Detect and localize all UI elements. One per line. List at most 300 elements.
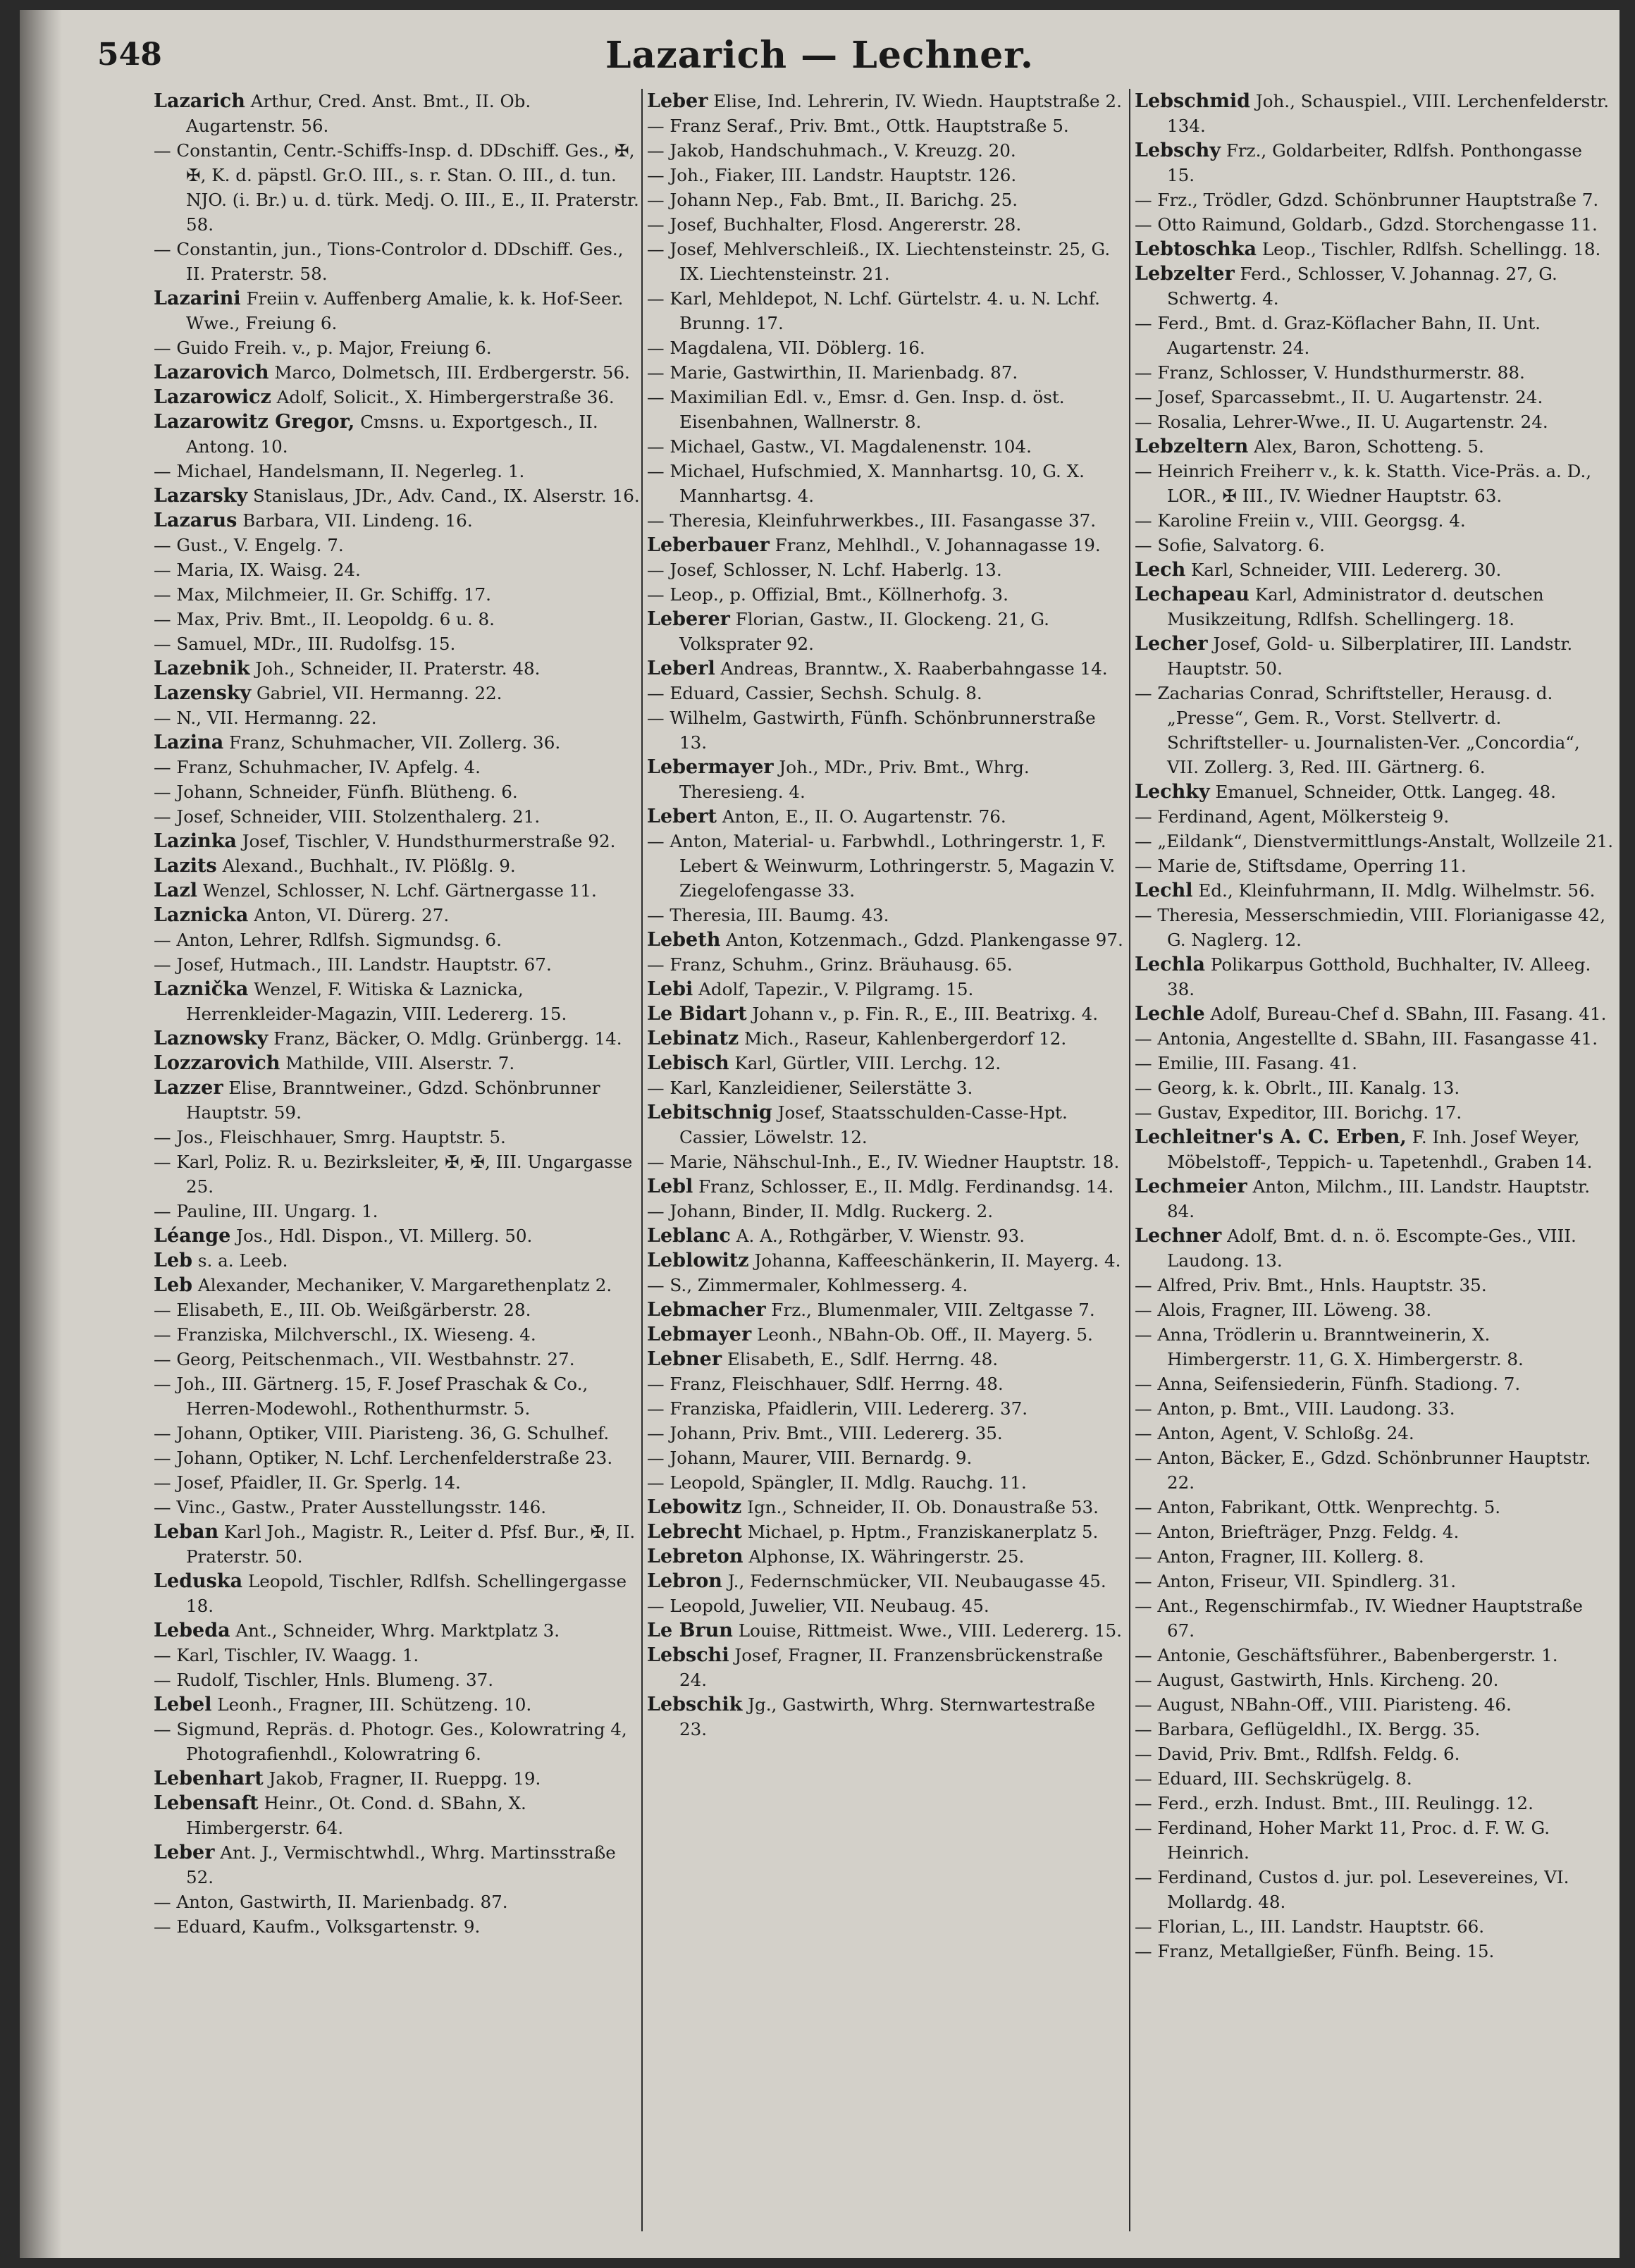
entry-details: — Florian, L., III. Landstr. Hauptstr. 66. [1135,1916,1485,1937]
entry-details: Ed., Kleinfuhrmann, II. Mdlg. Wilhelmstr. 56. [1192,880,1596,901]
directory-entry [154,631,640,656]
entry-surname: Lazarsky [154,485,248,507]
entry-surname: Lebschy [1135,140,1221,161]
entry-details: Anton, Kotzenmach., Gdzd. Plankengasse 97. [720,930,1123,950]
entry-details: — Eduard, Cassier, Sechsh. Schulg. 8. [647,683,982,703]
entry-details: Franz, Schlosser, E., II. Mdlg. Ferdinandsg. 14. [693,1176,1114,1197]
entry-surname: Laznička [154,978,249,1000]
entry-surname: Lazl [154,880,198,901]
directory-entry [154,1298,640,1322]
entry-surname: Lech [1135,559,1186,581]
directory-entry [154,1890,640,1914]
entry-details: — Anton, p. Bmt., VIII. Laudong. 33. [1135,1398,1455,1419]
entry-details: — Sigmund, Repräs. d. Photogr. Ges., Kolowratring 4, Photografienhdl., Kolowratring 6. [154,1719,627,1764]
entry-details: Anton, VI. Dürerg. 27. [248,905,450,925]
directory-entry [647,1372,1126,1396]
entry-surname: Lebron [647,1570,722,1592]
entry-details: Arthur, Cred. Anst. Bmt., II. Ob. Augartenstr. 56. [186,91,531,136]
entry-surname: Lebtoschka [1135,238,1257,260]
entry-details: — Antonia, Angestellte d. SBahn, III. Fasangasse 41. [1135,1028,1598,1049]
entry-details: — Leopold, Juwelier, VII. Neubaug. 45. [647,1596,989,1616]
entry-details: — Georg, Peitschenmach., VII. Westbahnstr. 27. [154,1349,575,1369]
page-number: 548 [97,37,162,73]
directory-entry [647,459,1126,508]
entry-details: — Michael, Gastw., VI. Magdalenenstr. 104. [647,436,1032,457]
directory-entry [154,1076,640,1125]
entry-details: Frz., Blumenmaler, VIII. Zeltgasse 7. [765,1300,1095,1320]
directory-entry [154,360,640,385]
entry-details: — Joh., III. Gärtnerg. 15, F. Josef Praschak & Co., Herren-Modewohl., Rothenthurmstr. 5. [154,1374,588,1419]
entry-details: — Josef, Sparcassebmt., II. U. Augartenstr. 24. [1135,387,1543,407]
directory-entry [647,89,1126,113]
entry-details: — Constantin, jun., Tions-Controlor d. DDschiff. Ges., II. Praterstr. 58. [154,239,624,284]
entry-details: Josef, Staatsschulden-Casse-Hpt. Cassier, Löwelstr. 12. [679,1102,1068,1147]
entry-details: — David, Priv. Bmt., Rdlfsh. Feldg. 6. [1135,1744,1460,1764]
directory-entry [647,1273,1126,1298]
entry-details: Freiin v. Auffenberg Amalie, k. k. Hof-Seer. Wwe., Freiung 6. [186,288,624,333]
directory-entry [1135,138,1614,187]
entry-surname: Leberbauer [647,534,770,556]
entry-surname: Lozzarovich [154,1052,280,1074]
entry-details: — Karl, Mehldepot, N. Lchf. Gürtelstr. 4. u. N. Lchf. Brunng. 17. [647,288,1100,333]
directory-entry [154,853,640,878]
entry-details: — Ferd., erzh. Indust. Bmt., III. Reulingg. 12. [1135,1793,1534,1813]
entry-surname: Lechky [1135,781,1210,803]
directory-entry [647,1199,1126,1224]
entry-surname: Leber [154,1842,215,1863]
directory-entry [1135,1495,1614,1520]
directory-entry [154,681,640,705]
directory-entry [154,1248,640,1273]
entry-details: Jakob, Fragner, II. Rueppg. 19. [263,1768,541,1789]
directory-entry [154,557,640,582]
directory-entry [647,1100,1126,1150]
entry-details: — Max, Priv. Bmt., II. Leopoldg. 6 u. 8. [154,609,495,629]
entry-details: — Anna, Seifensiederin, Fünfh. Stadiong. 7. [1135,1374,1521,1394]
entry-details: Josef, Gold- u. Silberplatirer, III. Landstr. Hauptstr. 50. [1167,634,1573,679]
directory-entry [154,237,640,286]
entry-surname: Lebmayer [647,1324,752,1345]
directory-entry [1135,1002,1614,1026]
entry-details: Karl Joh., Magistr. R., Leiter d. Pfsf. Bur., ✠, II. Praterstr. 50. [186,1522,636,1567]
directory-entry [154,977,640,1026]
entry-surname: Lebeda [154,1620,230,1641]
directory-entry [154,286,640,335]
directory-entry [1135,1224,1614,1273]
entry-details: — Johann, Maurer, VIII. Bernardg. 9. [647,1448,973,1468]
entry-details: Leonh., NBahn-Ob. Off., II. Mayerg. 5. [751,1324,1093,1345]
directory-entry [1135,360,1614,385]
entry-details: F. Inh. Josef Weyer, Möbelstoff-, Teppich- u. Tapetenhdl., Graben 14. [1167,1127,1593,1172]
entry-details: — Antonie, Geschäftsführer., Babenbergerstr. 1. [1135,1645,1558,1665]
entry-details: — Ferdinand, Agent, Mölkersteig 9. [1135,806,1450,827]
entry-details: — Johann Nep., Fab. Bmt., II. Barichg. 25. [647,190,1018,210]
directory-entry [1135,1298,1614,1322]
directory-entry [647,138,1126,163]
entry-surname: Lebenhart [154,1768,264,1789]
entry-details: — Johann, Priv. Bmt., VIII. Ledererg. 35. [647,1423,1003,1443]
entry-details: Ferd., Schlosser, V. Johannag. 27, G. Schwertg. 4. [1167,264,1557,309]
directory-entry [647,286,1126,335]
directory-entry [647,1520,1126,1544]
directory-entry [647,1002,1126,1026]
directory-entry [647,1569,1126,1594]
entry-details: Johanna, Kaffeeschänkerin, II. Mayerg. 4. [748,1250,1121,1271]
entry-details: — Magdalena, VII. Döblerg. 16. [647,338,925,358]
entry-details: Emanuel, Schneider, Ottk. Langeg. 48. [1209,782,1556,802]
entry-details: Gabriel, VII. Hermanng. 22. [251,683,502,703]
entry-surname: Lebi [647,978,693,1000]
directory-entry [1135,434,1614,459]
entry-details: — Anton, Lehrer, Rdlfsh. Sigmundsg. 6. [154,930,502,950]
entry-details: — Franz, Schlosser, V. Hundsthurmerstr. 88. [1135,362,1525,383]
directory-entry [1135,1273,1614,1298]
entry-details: — Anton, Friseur, VII. Spindlerg. 31. [1135,1571,1457,1591]
directory-entry [154,952,640,977]
entry-details: Leop., Tischler, Rdlfsh. Schellingg. 18. [1257,239,1601,259]
directory-entry [154,1026,640,1051]
directory-entry [154,533,640,557]
entry-details: — Pauline, III. Ungarg. 1. [154,1201,378,1221]
entry-details: Alexand., Buchhalt., IV. Plößlg. 9. [216,856,516,876]
entry-surname: Lechleitner's A. C. Erben, [1135,1126,1407,1148]
directory-entry [1135,409,1614,434]
directory-entry [154,656,640,681]
directory-entry [647,237,1126,286]
entry-details: — Sofie, Salvatorg. 6. [1135,535,1325,555]
entry-details: Cmsns. u. Exportgesch., II. Antong. 10. [186,412,598,457]
entry-surname: Leblowitz [647,1250,749,1271]
entry-surname: Lebinatz [647,1028,739,1049]
directory-entry [647,163,1126,187]
directory-entry [1135,1076,1614,1100]
entry-surname: Lazebnik [154,658,250,679]
directory-entry [647,1174,1126,1199]
directory-entry [1135,1692,1614,1717]
entry-details: Ant., Schneider, Whrg. Marktplatz 3. [230,1620,560,1641]
directory-entry [647,705,1126,755]
entry-details: — Franz, Schuhmacher, IV. Apfelg. 4. [154,757,481,777]
entry-details: — Eduard, Kaufm., Volksgartenstr. 9. [154,1916,481,1937]
directory-entry [647,903,1126,927]
entry-details: Andreas, Branntw., X. Raaberbahngasse 14. [715,658,1108,679]
directory-entry [1135,878,1614,903]
entry-details: — Franz, Schuhm., Grinz. Bräuhausg. 65. [647,954,1013,975]
entry-surname: Lazarowicz [154,386,271,408]
entry-surname: Lebeth [647,929,721,951]
directory-entry [647,1692,1126,1742]
directory-entry [154,1643,640,1668]
directory-entry [1135,533,1614,557]
directory-entry [1135,1742,1614,1766]
entry-details: — Barbara, Geflügeldhl., IX. Bergg. 35. [1135,1719,1481,1739]
directory-entry [1135,1446,1614,1495]
entry-details: — N., VII. Hermanng. 22. [154,708,377,728]
directory-entry [647,1470,1126,1495]
directory-entry [647,1396,1126,1421]
directory-entry [154,705,640,730]
directory-entry [154,1322,640,1347]
directory-entry [1135,903,1614,952]
directory-entry [154,730,640,755]
entry-details: — Theresia, III. Baumg. 43. [647,905,889,925]
entry-details: Florian, Gastw., II. Glockeng. 21, G. Volksprater 92. [679,609,1049,654]
entry-details: — Anton, Briefträger, Pnzg. Feldg. 4. [1135,1522,1460,1542]
entry-surname: Lechle [1135,1003,1205,1025]
directory-entry [154,1840,640,1890]
entry-details: — Franziska, Pfaidlerin, VIII. Ledererg. 37. [647,1398,1028,1419]
entry-surname: Lebensaft [154,1792,259,1814]
directory-entry [1135,1520,1614,1544]
entry-details: Franz, Schuhmacher, VII. Zollerg. 36. [223,732,561,753]
entry-details: Karl, Administrator d. deutschen Musikzeitung, Rdlfsh. Schellingerg. 18. [1167,584,1544,629]
entry-details: — Josef, Hutmach., III. Landstr. Hauptstr. 67. [154,954,552,975]
entry-details: Josef, Fragner, II. Franzensbrückenstraße 24. [679,1645,1104,1690]
directory-entry [1135,804,1614,829]
entry-details: — Ferd., Bmt. d. Graz-Köflacher Bahn, II. Unt. Augartenstr. 24. [1135,313,1541,358]
entry-details: — Josef, Buchhalter, Flosd. Angererstr. 28. [647,214,1022,235]
directory-entry [647,927,1126,952]
directory-entry [154,1495,640,1520]
entry-details: — Ferdinand, Custos d. jur. pol. Lesevereines, VI. Mollardg. 48. [1135,1867,1569,1912]
entry-surname: Lazarovich [154,362,269,383]
directory-entry [1135,1322,1614,1372]
directory-entry [647,385,1126,434]
entry-details: — Karl, Tischler, IV. Waagg. 1. [154,1645,419,1665]
entry-details: Wenzel, Schlosser, N. Lchf. Gärtnergasse 11. [197,880,597,901]
entry-details: — Ferdinand, Hoher Markt 11, Proc. d. F. W. G. Heinrich. [1135,1818,1550,1863]
directory-entry [1135,212,1614,237]
directory-entry [154,1717,640,1766]
directory-entry [647,1026,1126,1051]
entry-surname: Lebitschnig [647,1102,772,1123]
directory-entry [647,1150,1126,1174]
entry-details: — Karoline Freiin v., VIII. Georgsg. 4. [1135,510,1466,531]
entry-details: — Anton, Bäcker, E., Gdzd. Schönbrunner Hauptstr. 22. [1135,1448,1591,1493]
page-header: Lazarich — Lechner. [605,34,1035,77]
directory-entry [154,1372,640,1421]
entry-details: — S., Zimmermaler, Kohlmesserg. 4. [647,1275,968,1295]
entry-details: — Anton, Gastwirth, II. Marienbadg. 87. [154,1892,508,1912]
entry-surname: Lebert [647,806,717,827]
entry-details: Alphonse, IX. Währingerstr. 25. [743,1546,1025,1567]
directory-entry [647,829,1126,903]
directory-entry [1135,1051,1614,1076]
directory-entry [154,1618,640,1643]
entry-surname: Lebisch [647,1052,729,1074]
entry-details: — Alfred, Priv. Bmt., Hnls. Hauptstr. 35. [1135,1275,1487,1295]
directory-entry [1135,829,1614,853]
entry-surname: Lebl [647,1176,693,1197]
directory-entry [647,1224,1126,1248]
entry-details: — Gust., V. Engelg. 7. [154,535,344,555]
directory-page [20,10,1619,2258]
entry-details: — Rosalia, Lehrer-Wwe., II. U. Augartenstr. 24. [1135,412,1548,432]
directory-entry [1135,557,1614,582]
entry-surname: Lebrecht [647,1521,742,1543]
directory-entry [647,952,1126,977]
entry-details: — Leop., p. Offizial, Bmt., Köllnerhofg. 3. [647,584,1008,605]
directory-entry [1135,1816,1614,1865]
directory-entry [647,1643,1126,1692]
directory-entry [154,1446,640,1470]
entry-details: Adolf, Bureau-Chef d. SBahn, III. Fasang. 41. [1204,1004,1607,1024]
entry-details: — Karl, Poliz. R. u. Bezirksleiter, ✠, ✠, III. Ungargasse 25. [154,1152,633,1197]
entry-details: — Theresia, Kleinfuhrwerkbes., III. Fasangasse 37. [647,510,1097,531]
entry-surname: Lechapeau [1135,584,1250,605]
entry-details: Josef, Tischler, V. Hundsthurmerstraße 92. [236,831,616,851]
directory-entry [1135,631,1614,681]
entry-details: — Johann, Optiker, VIII. Piaristeng. 36, G. Schulhef. [154,1423,610,1443]
entry-details: — Alois, Fragner, III. Löweng. 38. [1135,1300,1432,1320]
entry-details: Michael, p. Hptm., Franziskanerplatz 5. [742,1522,1099,1542]
directory-entry [154,1569,640,1618]
entry-surname: Lechmeier [1135,1176,1247,1197]
entry-details: Elise, Branntweiner., Gdzd. Schönbrunner Hauptstr. 59. [186,1078,600,1123]
directory-entry [1135,385,1614,409]
entry-details: — „Eildank“, Dienstvermittlungs-Anstalt, Wollzeile 21. [1135,831,1614,851]
entry-details: — Josef, Schlosser, N. Lchf. Haberlg. 13. [647,560,1002,580]
directory-entry [647,1322,1126,1347]
entry-details: — Franz Seraf., Priv. Bmt., Ottk. Hauptstraße 5. [647,116,1069,136]
entry-surname: Lazits [154,855,217,877]
entry-surname: Lazina [154,732,224,753]
entry-surname: Le Bidart [647,1003,747,1025]
directory-entry [647,508,1126,533]
entry-details: — Josef, Schneider, VIII. Stolzenthalerg. 21. [154,806,541,827]
directory-entry [1135,459,1614,508]
entry-surname: Laznicka [154,904,249,926]
directory-entry [1135,1939,1614,1964]
directory-entry [647,360,1126,385]
entry-details: Adolf, Solicit., X. Himbergerstraße 36. [271,387,615,407]
entry-details: Wenzel, F. Witiska & Laznicka, Herrenkleider-Magazin, VIII. Ledererg. 15. [186,979,567,1024]
directory-entry [1135,311,1614,360]
directory-entry [1135,237,1614,261]
entry-surname: Lechl [1135,880,1193,901]
entry-details: — Joh., Fiaker, III. Landstr. Hauptstr. 126. [647,165,1017,185]
entry-details: Adolf, Bmt. d. n. ö. Escompte-Ges., VIII. Laudong. 13. [1167,1226,1577,1271]
entry-surname: Lazarini [154,288,241,309]
directory-entry [154,483,640,508]
directory-entry [154,1668,640,1692]
entry-surname: Lazinka [154,830,237,852]
directory-entry [154,1347,640,1372]
directory-entry [647,1298,1126,1322]
directory-entry [647,755,1126,804]
directory-entry [1135,1643,1614,1668]
directory-entry [647,434,1126,459]
entry-details: — Maria, IX. Waisg. 24. [154,560,361,580]
directory-entry [647,656,1126,681]
entry-details: Alexander, Mechaniker, V. Margarethenplatz 2. [192,1275,612,1295]
entry-surname: Lebzeltern [1135,436,1249,457]
entry-surname: Lazarus [154,510,237,531]
entry-details: Johann v., p. Fin. R., E., III. Beatrixg. 4. [746,1004,1099,1024]
directory-entry [154,1470,640,1495]
entry-surname: Leblanc [647,1225,731,1247]
entry-surname: Lechner [1135,1225,1222,1247]
directory-entry [154,755,640,779]
entry-details: — Anton, Agent, V. Schloßg. 24. [1135,1423,1414,1443]
directory-entry [647,977,1126,1002]
entry-details: Anton, E., II. O. Augartenstr. 76. [716,806,1006,827]
directory-entry [1135,853,1614,878]
directory-entry [154,1421,640,1446]
directory-entry [154,1520,640,1569]
directory-entry [154,1766,640,1791]
entry-details: — Johann, Schneider, Fünfh. Blütheng. 6. [154,782,518,802]
directory-entry [1135,582,1614,631]
entry-surname: Lebmacher [647,1299,766,1321]
entry-details: — August, NBahn-Off., VIII. Piaristeng. 46. [1135,1694,1512,1715]
directory-entry [154,459,640,483]
entry-details: — Eduard, III. Sechskrügelg. 8. [1135,1768,1412,1789]
entry-details: — Leopold, Spängler, II. Mdlg. Rauchg. 11. [647,1472,1027,1493]
entry-surname: Lechla [1135,954,1205,975]
entry-details: Joh., Schauspiel., VIII. Lerchenfelderstr. 134. [1167,91,1610,136]
entry-details: Stanislaus, JDr., Adv. Cand., IX. Alserstr. 16. [247,486,640,506]
entry-details: Joh., MDr., Priv. Bmt., Whrg. Theresieng. 4. [679,757,1030,802]
directory-entry [647,1495,1126,1520]
entry-details: s. a. Leeb. [192,1250,288,1271]
entry-surname: Léange [154,1225,231,1247]
entry-details: — Marie de, Stiftsdame, Operring 11. [1135,856,1467,876]
entry-details: J., Federnschmücker, VII. Neubaugasse 45. [722,1571,1106,1591]
entry-details: Elisabeth, E., Sdlf. Herrng. 48. [722,1349,999,1369]
entry-details: Heinr., Ot. Cond. d. SBahn, X. Himbergerstr. 64. [186,1793,526,1838]
entry-surname: Lebschi [647,1644,729,1666]
directory-entry [154,829,640,853]
entry-details: — Zacharias Conrad, Schriftsteller, Herausg. d. „Presse“, Gem. R., Vorst. Stellvertr. d. Schriftsteller- u. Journalisten-Ver. „Concordia“, VII. Zollerg. 3, Red. III. Gärtnerg. 6. [1135,683,1580,777]
directory-entry [154,409,640,459]
directory-entry [647,533,1126,557]
directory-entry [154,1051,640,1076]
entry-details: — Karl, Kanzleidiener, Seilerstätte 3. [647,1078,973,1098]
directory-entry [154,1125,640,1150]
directory-entry [1135,261,1614,311]
entry-details: Ign., Schneider, II. Ob. Donaustraße 53. [741,1497,1099,1517]
entry-surname: Lebner [647,1348,722,1370]
entry-details: Franz, Bäcker, O. Mdlg. Grünbergg. 14. [268,1028,622,1049]
entry-details: — Michael, Handelsmann, II. Negerleg. 1. [154,461,525,481]
directory-entry [154,1791,640,1840]
entry-details: Mich., Raseur, Kahlenbergerdorf 12. [739,1028,1067,1049]
directory-entry [647,1544,1126,1569]
directory-entry [647,335,1126,360]
column-right [1135,89,1614,2245]
entry-details: — Max, Milchmeier, II. Gr. Schiffg. 17. [154,584,491,605]
directory-entry [647,1248,1126,1273]
entry-details: Elise, Ind. Lehrerin, IV. Wiedn. Hauptstraße 2. [708,91,1122,111]
directory-entry [647,557,1126,582]
entry-details: Leonh., Fragner, III. Schützeng. 10. [211,1694,532,1715]
directory-entry [1135,779,1614,804]
directory-entry [1135,508,1614,533]
entry-details: Franz, Mehlhdl., V. Johannagasse 19. [769,535,1101,555]
entry-details: — Elisabeth, E., III. Ob. Weißgärberstr. 28. [154,1300,531,1320]
directory-entry [154,582,640,607]
entry-details: — Franziska, Milchverschl., IX. Wieseng. 4. [154,1324,536,1345]
directory-entry [1135,1125,1614,1174]
entry-details: Marco, Dolmetsch, III. Erdbergerstr. 56. [269,362,630,383]
directory-entry [1135,1914,1614,1939]
directory-entry [647,212,1126,237]
directory-entry [154,903,640,927]
directory-columns [20,89,1619,2245]
directory-entry [1135,89,1614,138]
directory-entry [154,1692,640,1717]
